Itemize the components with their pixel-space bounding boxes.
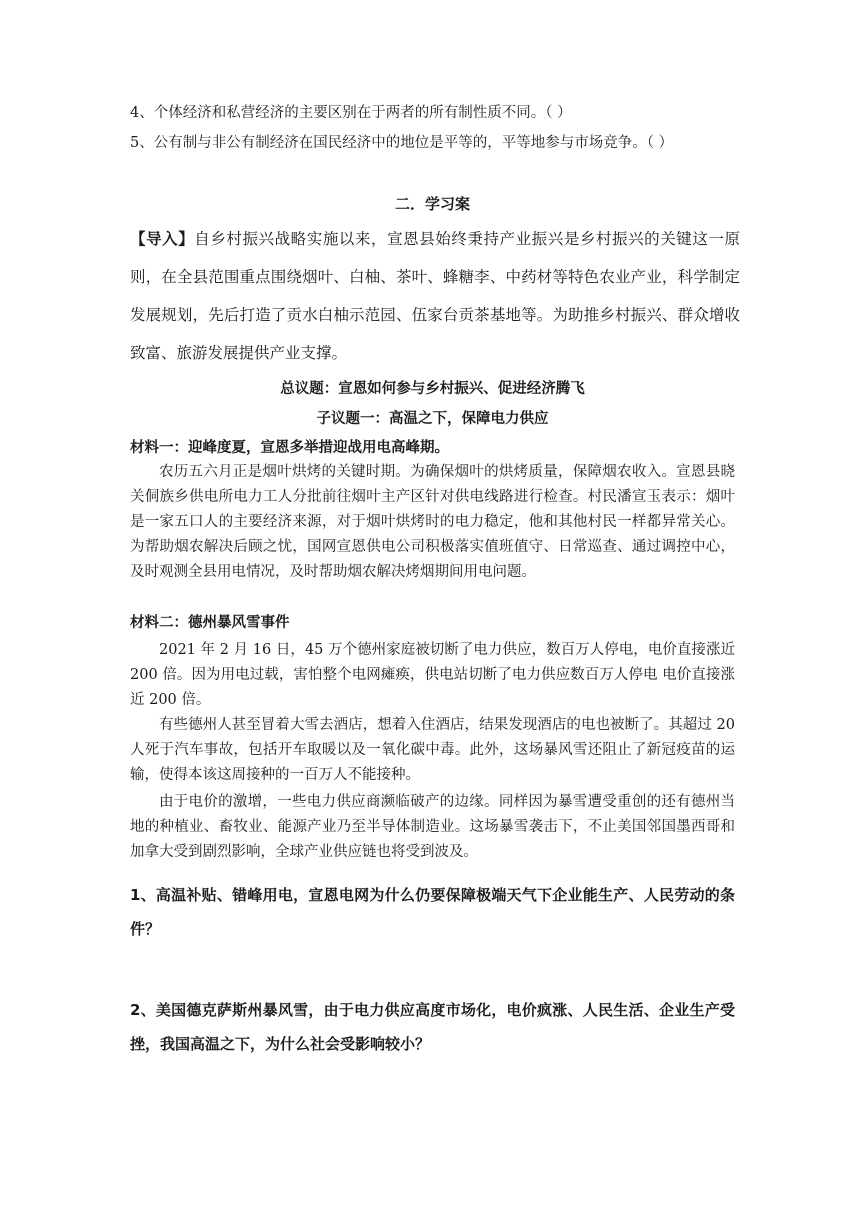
intro-tag: 【导入】 bbox=[130, 230, 195, 248]
main-topic: 总议题：宣恩如何参与乡村振兴、促进经济腾飞 bbox=[280, 381, 585, 397]
material1-heading: 材料一：迎峰度夏，宣恩多举措迎战用电高峰期。 bbox=[130, 440, 449, 456]
sub-topic-1: 子议题一：高温之下，保障电力供应 bbox=[316, 411, 549, 427]
material2-paragraph-2: 有些德州人甚至冒着大雪去酒店，想着入住酒店，结果发现酒店的电也被断了。其超过 20 人死于汽车事故，包括开车取暖以及一氧化碳中毒。此外，这场暴风雪还阻止了新冠疫苗的运输，使得本该这周接种的一百万人不能接种。 bbox=[130, 717, 735, 783]
judgment-item-5: 5、公有制与非公有制经济在国民经济中的地位是平等的，平等地参与市场竞争。（ ） bbox=[130, 135, 674, 151]
material2-paragraph-1: 2021 年 2 月 16 日，45 万个德州家庭被切断了电力供应，数百万人停电，电价直接涨近 200 倍。因为用电过载，害怕整个电网瘫痪，供电站切断了电力供应数百万人停电 电价直接涨近 200 倍。 bbox=[130, 642, 735, 708]
material1-body: 农历五六月正是烟叶烘烤的关键时期。为确保烟叶的烘烤质量，保障烟农收入。宣恩县晓关侗族乡供电所电力工人分批前往烟叶主产区针对供电线路进行检查。村民潘宣玉表示：烟叶是一家五口人的主要经济来源，对于烟叶烘烤时的电力稳定，他和其他村民一样都异常关心。为帮助烟农解决后顾之忧，国网宣恩供电公司积极落实值班值守、日常巡查、通过调控中心，及时观测全县用电情况，及时帮助烟农解决烤烟期间用电问题。 bbox=[130, 464, 735, 580]
intro-paragraph bbox=[130, 220, 740, 372]
material2-heading: 材料二：德州暴风雪事件 bbox=[130, 615, 290, 631]
intro-text: 自乡村振兴战略实施以来，宣恩县始终秉持产业振兴是乡村振兴的关键这一原则，在全县范围重点围绕烟叶、白柚、茶叶、蜂糖李、中药材等特色农业产业，科学制定发展规划，先后打造了贡水白柚示范园、伍家台贡茶基地等。为助推乡村振兴、群众增收致富、旅游发展提供产业支撑。 bbox=[130, 230, 740, 362]
question-2: 2、美国德克萨斯州暴风雪，由于电力供应高度市场化，电价疯涨、人民生活、企业生产受挫，我国高温之下，为什么社会受影响较小？ bbox=[130, 1001, 735, 1053]
judgment-item-4: 4、个体经济和私营经济的主要区别在于两者的所有制性质不同。（ ） bbox=[130, 105, 572, 121]
material2-paragraph-3: 由于电价的激增，一些电力供应商濒临破产的边缘。同样因为暴雪遭受重创的还有德州当地的种植业、畜牧业、能源产业乃至半导体制造业。这场暴雪袭击下，不止美国邻国墨西哥和加拿大受到剧烈影响，全球产业供应链也将受到波及。 bbox=[130, 794, 735, 860]
section-title: 二．学习案 bbox=[394, 195, 470, 213]
question-1: 1、高温补贴、错峰用电，宣恩电网为什么仍要保障极端天气下企业能生产、人民劳动的条件？ bbox=[130, 886, 735, 938]
